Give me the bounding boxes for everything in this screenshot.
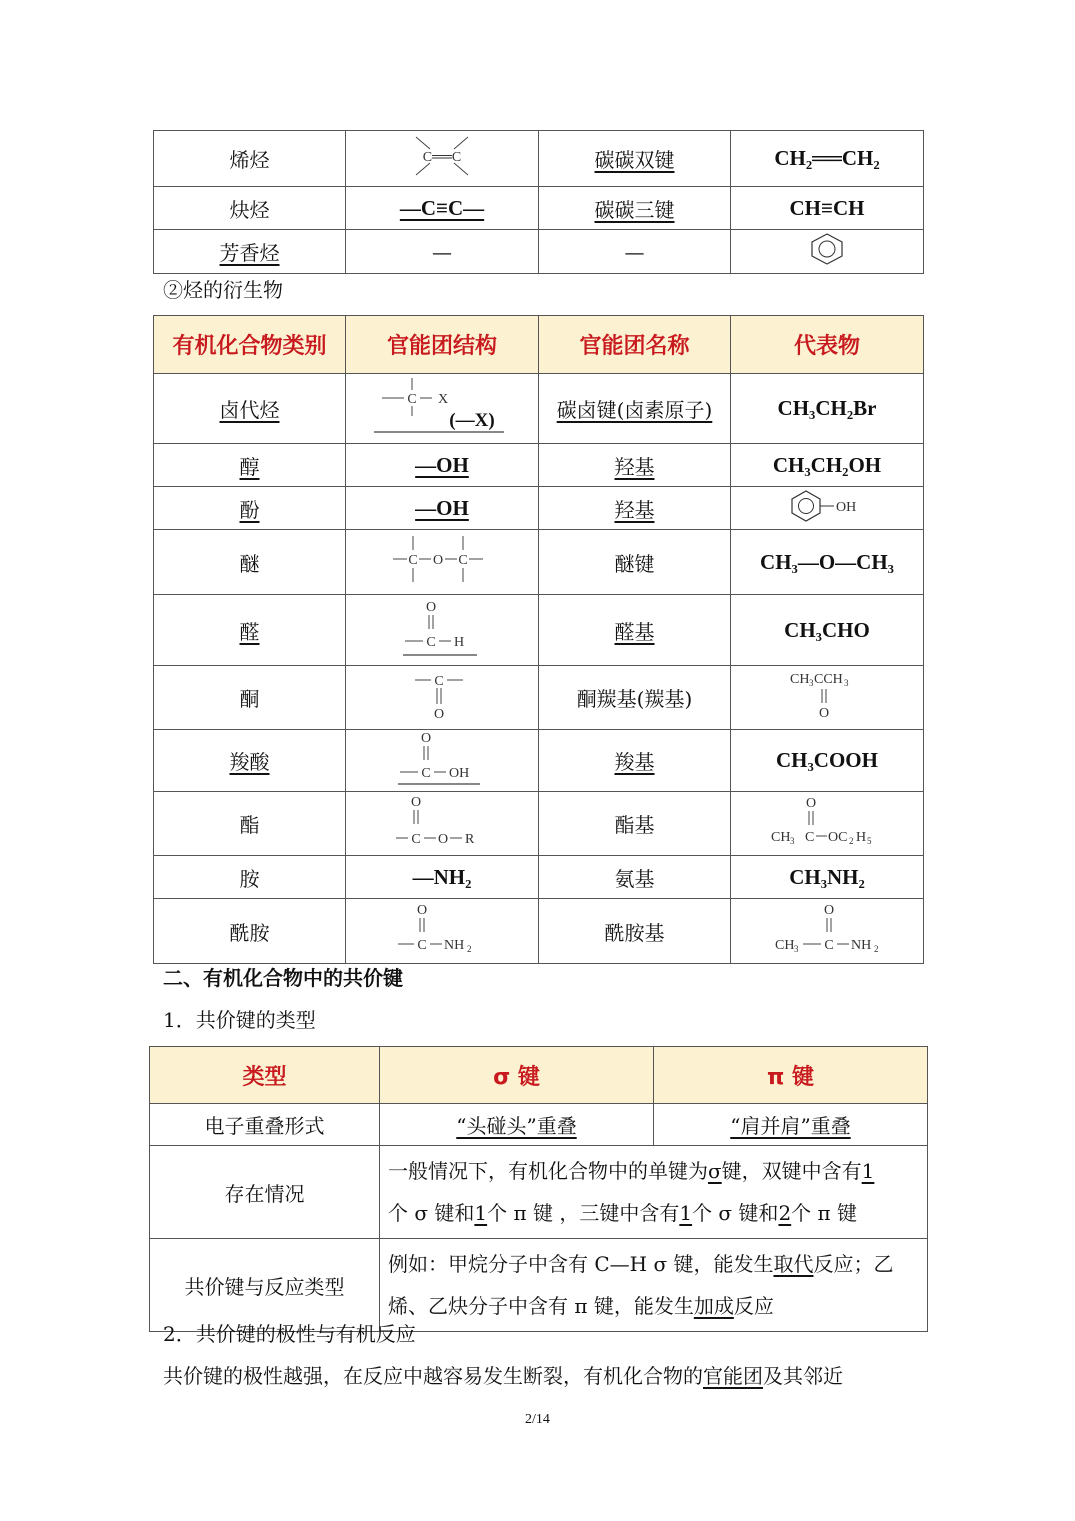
svg-text:O: O: [416, 902, 428, 918]
subsection-1-heading: 1．共价键的类型: [163, 1008, 316, 1032]
svg-text:C: C: [417, 937, 427, 953]
svg-text:H: H: [856, 830, 867, 845]
name-cell: 酯基: [539, 792, 731, 856]
ethyl-acetate-structure: [767, 793, 887, 849]
example-cell: [731, 899, 924, 964]
svg-text:CH: CH: [771, 830, 791, 845]
table-row: [154, 666, 924, 730]
svg-text:5: 5: [867, 836, 872, 846]
example-cell: [731, 487, 924, 530]
svg-text:3: 3: [844, 678, 849, 688]
svg-text:C: C: [434, 674, 444, 689]
svg-text:C══C: C══C: [422, 150, 462, 165]
class-cell: 羧酸: [154, 730, 346, 792]
section-heading-derivatives: ②烃的衍生物: [163, 278, 283, 302]
example-cell: CH₃—O—CH₃: [731, 530, 924, 595]
example-cell: CH₃CH₂OH: [731, 444, 924, 487]
svg-text:CCH: CCH: [814, 672, 843, 687]
svg-text:3: 3: [809, 678, 814, 688]
structure-cell: —OH: [346, 444, 539, 487]
table-row: [154, 856, 924, 899]
class-cell: 酮: [154, 666, 346, 730]
table-row: [154, 487, 924, 530]
subsection-2-heading: 2．共价键的极性与有机反应: [163, 1322, 416, 1346]
hydrocarbon-table: [153, 130, 924, 274]
sigma-overlap-cell: “头碰头”重叠: [380, 1104, 654, 1146]
example-cell: CH₃COOH: [731, 730, 924, 792]
acetone-structure: [782, 667, 872, 723]
structure-cell: —OH: [346, 487, 539, 530]
svg-text:O: O: [805, 796, 817, 811]
structure-cell: —: [346, 230, 539, 274]
table-row: [154, 131, 924, 187]
acetamide-structure: [767, 900, 887, 958]
header-cell: 代表物: [731, 316, 924, 374]
svg-text:C: C: [805, 830, 815, 845]
svg-text:CH: CH: [775, 937, 795, 953]
name-cell: 碳碳双键: [539, 131, 731, 187]
svg-text:O: O: [420, 731, 432, 746]
name-cell: 氨基: [539, 856, 731, 899]
name-cell: 羟基: [539, 487, 731, 530]
header-cell: π 键: [654, 1047, 928, 1104]
svg-text:O: O: [818, 706, 830, 721]
svg-text:R: R: [465, 832, 475, 847]
name-cell: 醚键: [539, 530, 731, 595]
example-cell: CH₃CH₂Br: [731, 374, 924, 444]
page-number: 2/14: [525, 1412, 550, 1427]
bond-type-table: [149, 1046, 928, 1332]
example-cell: CH₂══CH₂: [731, 131, 924, 187]
svg-text:O: O: [433, 707, 445, 722]
header-cell: 官能团结构: [346, 316, 539, 374]
body-paragraph: 共价键的极性越强，在反应中越容易发生断裂，有机化合物的官能团及其邻近: [163, 1364, 843, 1388]
amide-structure: [392, 900, 492, 958]
name-cell: 酮羰基(羰基): [539, 666, 731, 730]
table-row: [154, 730, 924, 792]
name-cell: 碳卤键(卤素原子): [539, 374, 731, 444]
class-cell: 卤代烃: [154, 374, 346, 444]
structure-cell: —NH₂: [346, 856, 539, 899]
structure-cell: [346, 374, 539, 444]
class-cell: 醚: [154, 530, 346, 595]
table-row: [154, 374, 924, 444]
name-cell: —: [539, 230, 731, 274]
example-cell: CH≡CH: [731, 187, 924, 230]
derivative-table: [153, 315, 924, 964]
structure-cell: [346, 595, 539, 666]
svg-text:H: H: [454, 634, 465, 650]
structure-cell: [346, 730, 539, 792]
class-cell: 酰胺: [154, 899, 346, 964]
svg-text:3: 3: [794, 943, 799, 954]
class-cell: 胺: [154, 856, 346, 899]
svg-text:OH: OH: [836, 499, 857, 515]
svg-text:(—X): (—X): [449, 410, 495, 431]
table-row: [154, 530, 924, 595]
svg-text:C: C: [421, 766, 431, 781]
example-cell: CH₃NH₂: [731, 856, 924, 899]
table-row: [154, 230, 924, 274]
table-row: [154, 899, 924, 964]
ether-structure: [387, 532, 497, 588]
section-2-heading: 二、有机化合物中的共价键: [163, 966, 403, 990]
table-row: [154, 792, 924, 856]
name-cell: 碳碳三键: [539, 187, 731, 230]
ketone-structure: [407, 666, 477, 724]
header-cell: 有机化合物类别: [154, 316, 346, 374]
class-cell: 醇: [154, 444, 346, 487]
class-cell: 烯烃: [154, 131, 346, 187]
svg-text:O: O: [410, 795, 422, 810]
ester-structure: [392, 792, 492, 850]
structure-cell: [346, 666, 539, 730]
class-cell: 酚: [154, 487, 346, 530]
svg-text:O: O: [425, 599, 437, 615]
svg-text:OH: OH: [449, 766, 470, 781]
benzene-ring-structure: [807, 231, 847, 267]
svg-text:CH: CH: [790, 672, 810, 687]
svg-text:X: X: [438, 392, 449, 407]
class-cell: 芳香烃: [154, 230, 346, 274]
svg-text:C: C: [411, 832, 421, 847]
header-cell: 官能团名称: [539, 316, 731, 374]
svg-text:OC: OC: [828, 830, 848, 845]
svg-text:NH: NH: [851, 937, 872, 953]
svg-text:O: O: [437, 832, 449, 847]
phenol-structure: [782, 488, 872, 524]
svg-text:C: C: [458, 552, 468, 568]
class-cell: 酯: [154, 792, 346, 856]
example-cell: [731, 666, 924, 730]
name-cell: 羧基: [539, 730, 731, 792]
structure-cell: [346, 530, 539, 595]
structure-cell: [346, 899, 539, 964]
svg-text:C: C: [407, 392, 417, 407]
halide-structure: [372, 374, 512, 438]
structure-cell: [346, 131, 539, 187]
table-row: [150, 1104, 928, 1146]
svg-text:C: C: [408, 552, 418, 568]
table-row: [154, 187, 924, 230]
reaction-type-cell: 例如：甲烷分子中含有 C—H σ 键，能发生取代反应；乙 烯、乙炔分子中含有 π 键，能发生加成反应: [380, 1239, 928, 1332]
table-header-row: [150, 1047, 928, 1104]
pi-overlap-cell: “肩并肩”重叠: [654, 1104, 928, 1146]
example-cell: CH₃CHO: [731, 595, 924, 666]
row-label: 共价键与反应类型: [150, 1239, 380, 1332]
structure-cell: [346, 792, 539, 856]
svg-text:O: O: [432, 552, 444, 568]
existence-cell: 一般情况下，有机化合物中的单键为σ键，双键中含有1 个 σ 键和1个 π 键 ，三键中含有1个 σ 键和2个 π 键: [380, 1146, 928, 1239]
svg-text:NH: NH: [444, 937, 465, 953]
alkene-structure: [402, 131, 482, 181]
svg-text:3: 3: [790, 836, 795, 846]
structure-cell: —C≡C—: [346, 187, 539, 230]
name-cell: 羟基: [539, 444, 731, 487]
svg-text:2: 2: [467, 943, 472, 954]
header-cell: 类型: [150, 1047, 380, 1104]
header-cell: σ 键: [380, 1047, 654, 1104]
class-cell: 醛: [154, 595, 346, 666]
row-label: 电子重叠形式: [150, 1104, 380, 1146]
row-label: 存在情况: [150, 1146, 380, 1239]
name-cell: 酰胺基: [539, 899, 731, 964]
aldehyde-structure: [397, 597, 487, 659]
carboxyl-structure: [392, 730, 492, 786]
table-row: [154, 444, 924, 487]
table-row: [154, 595, 924, 666]
example-cell: [731, 230, 924, 274]
table-row: [150, 1146, 928, 1239]
example-cell: [731, 792, 924, 856]
svg-text:C: C: [824, 937, 834, 953]
class-cell: 炔烃: [154, 187, 346, 230]
svg-text:C: C: [426, 634, 436, 650]
name-cell: 醛基: [539, 595, 731, 666]
svg-text:O: O: [823, 902, 835, 918]
svg-text:2: 2: [849, 836, 854, 846]
table-header-row: [154, 316, 924, 374]
svg-text:2: 2: [874, 943, 879, 954]
